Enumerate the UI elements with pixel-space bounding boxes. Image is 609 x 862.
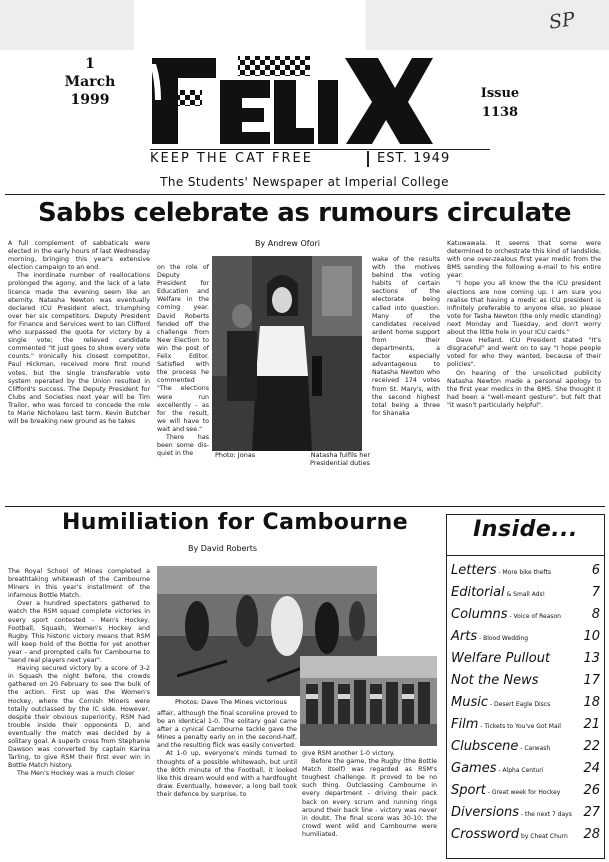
slogan-rule bbox=[150, 149, 490, 150]
story2-c1-p1: The Royal School of Mines completed a breathtaking whitewash of the Cambourne Miners in this year's installment of the infamous Bottle Match. bbox=[8, 568, 150, 600]
story1-c1-p1: A full complement of sabbaticals were elected in the early hours of last Wednesday morning, bringing this year's extensive election campaign to an end. bbox=[8, 240, 150, 272]
issue-number bbox=[450, 84, 550, 122]
story2-c3-p2: Before the game, the Rugby (the Bottle Match itself) was regarded as RSM's toughest challenge. It proved to be no such thing. Outclassing Cambourne in every department - driving their pack back on every scrum and running rings around their back line - victory was never in doubt. The final score was 30-10; the crowd went wild and Cambourne were humiliated. bbox=[302, 758, 437, 838]
inside-item-page: 10 bbox=[583, 629, 600, 644]
inside-item-page: 21 bbox=[583, 717, 600, 732]
inside-item-desc: & Small Ads! bbox=[504, 591, 546, 598]
inside-item[interactable] bbox=[447, 781, 604, 803]
inside-item-name: Letters bbox=[451, 563, 497, 578]
est-box bbox=[367, 151, 369, 167]
section-rule bbox=[5, 506, 605, 507]
masthead-rule bbox=[5, 194, 605, 195]
inside-item[interactable] bbox=[447, 737, 604, 759]
story2-c1-p4: The Men's Hockey was a much closer bbox=[17, 770, 135, 778]
inside-title: Inside... bbox=[473, 517, 578, 542]
story2-c1-p3: Having secured victory by a score of 3-2 in Squash the night before, the crowds gathered on 20 February to see the bulk of the action. First up was the Women's Hockey, where the Cornish Miners were totally outclassed by the IC side. However, despite their obvious superiority, RSM had trouble inside their opponents D, and eventually the match was decided by a solitary goal. A superb cross from Stephanie Dawson was converted by captain Karina Tarling, to give RSM their first ever win in Bottle Match history. bbox=[8, 665, 150, 770]
inside-item-desc: - Alpha Centuri bbox=[496, 767, 544, 774]
inside-item-desc: - Voice of Reason bbox=[507, 613, 561, 620]
inside-item[interactable] bbox=[447, 825, 604, 847]
inside-item-desc: - Tickets to You've Got Mail bbox=[478, 723, 561, 730]
story2-byline: By David Roberts bbox=[188, 544, 258, 553]
felix-logo bbox=[150, 50, 435, 148]
inside-item-desc: by Cheat Churn bbox=[519, 833, 568, 840]
inside-item-page: 7 bbox=[591, 585, 600, 600]
inside-item-page: 26 bbox=[583, 783, 600, 798]
story2-c1-p2: Over a hundred spectators gathered to watch the RSM squad complete victories in every sport contested - Men's Hockey, Football, Squash, Women's Hockey and Rugby. This historic victory means that RSM will keep hold of the Bottle for yet another year - and prompted calls for Cambourne to "send real players next year". bbox=[8, 600, 150, 665]
inside-item-name: Columns bbox=[451, 607, 508, 622]
masthead-subtitle: The Students' Newspaper at Imperial College bbox=[160, 175, 449, 189]
date-day: 1 bbox=[85, 56, 95, 72]
inside-item-page: 17 bbox=[583, 673, 600, 688]
inside-item-name: Diversions bbox=[451, 805, 520, 820]
story2-c3-p1: give RSM another 1-0 victory. bbox=[302, 750, 395, 757]
inside-item-desc: - More bike thefts bbox=[496, 569, 551, 576]
inside-item-page: 8 bbox=[591, 607, 600, 622]
inside-item-page: 18 bbox=[583, 695, 600, 710]
story2-headline: Humiliation for Cambourne bbox=[61, 510, 409, 535]
story1-photo-credit: Photo: Jonas bbox=[215, 451, 256, 459]
slogan: KEEP THE CAT FREE bbox=[150, 151, 313, 166]
story2-photo-rugby-image bbox=[300, 656, 437, 746]
inside-item[interactable] bbox=[447, 649, 604, 671]
inside-item[interactable] bbox=[447, 803, 604, 825]
story2-column-3 bbox=[302, 750, 437, 858]
inside-item-page: 28 bbox=[583, 827, 600, 842]
story1-photo bbox=[212, 256, 362, 451]
inside-item[interactable] bbox=[447, 583, 604, 605]
story1-c4-p4: On hearing of the unsolicited publicity Natasha Newton made a personal apology to the first year medics in the BMS. She thought it had been a "well-meant gesture", but felt that "it wasn't particularly helpful". bbox=[447, 369, 601, 409]
date-year: 1999 bbox=[70, 92, 110, 108]
story1-column-1 bbox=[8, 240, 150, 495]
inside-item-name: Not the News bbox=[451, 673, 539, 688]
inside-item-name: Music bbox=[451, 695, 488, 710]
inside-item-page: 13 bbox=[583, 651, 600, 666]
inside-item-name: Editorial bbox=[451, 585, 505, 600]
story1-c2-p2: There has been some dis-quiet in the bbox=[157, 433, 209, 458]
story1-c3-p1: wake of the results with the motives behind the voting habits of certain sections of the electorate being called into question. Many of the candidates received ardent home support from their departments, a factor especially advantageous to Natasha Newton who received 174 votes from St. Mary's, with the second highest total being a three for Shanaka bbox=[372, 256, 440, 417]
story1-c4-p3: Dave Hellard, ICU President stated "It's disgraceful" and went on to say "I hope people voted for who they wanted, because of their policies". bbox=[447, 337, 601, 369]
inside-item[interactable] bbox=[447, 715, 604, 737]
story1-c4-p2: "I hope you all know the the ICU president elections are now coming up. I am sure you realise that having a medic as ICU president is infinitely preferable to anyone else, so please vote for Tasha Newton (the only medic standing) next Monday and Tuesday, and don't worry about the little hole in your ICU cards." bbox=[447, 280, 601, 337]
story2-column-2 bbox=[157, 710, 297, 858]
show-through bbox=[0, 0, 609, 50]
story1-column-2 bbox=[157, 264, 209, 496]
story2-c2-p1: affair, although the final scoreline proved to be an identical 1-0. The solitary goal came after a cynical Cambourne tackle gave the Mines a penalty early on in the second-half, and the resulting flick was easily converted. bbox=[157, 710, 297, 750]
inside-item[interactable] bbox=[447, 561, 604, 583]
story2-photo-rugby bbox=[300, 656, 437, 746]
inside-item-desc: - Blood Wedding bbox=[477, 635, 529, 642]
inside-item-page: 22 bbox=[583, 739, 600, 754]
inside-item-page: 24 bbox=[583, 761, 600, 776]
inside-item[interactable] bbox=[447, 693, 604, 715]
felix-logo-graphic bbox=[150, 50, 435, 148]
story1-photo-image bbox=[212, 256, 362, 451]
inside-item[interactable] bbox=[447, 759, 604, 781]
inside-item-name: Crossword bbox=[451, 827, 520, 842]
story1-headline: Sabbs celebrate as rumours circulate bbox=[37, 198, 572, 228]
inside-item-desc: - Desert Eagle Discs bbox=[488, 701, 551, 708]
inside-title-rule bbox=[447, 555, 604, 556]
issue-value: 1138 bbox=[481, 105, 519, 120]
story2-column-1 bbox=[8, 568, 150, 858]
inside-item-desc: - Great week for Hockey bbox=[485, 789, 561, 796]
issue-label: Issue bbox=[480, 86, 520, 101]
masthead bbox=[0, 50, 609, 200]
inside-item-name: Games bbox=[451, 761, 497, 776]
inside-item-page: 27 bbox=[583, 805, 600, 820]
story1-c2-p1: on the role of Deputy President for Education and Welfare in the coming year. David Roberts fended off the challenge from New Election to win the post of Felix Editor. Satisfied with the process he commented "The elections were run excellently - as for the result, we will have to wait and see." bbox=[157, 264, 209, 433]
issue-date bbox=[40, 55, 140, 109]
established: EST. 1949 bbox=[377, 151, 451, 166]
story2-c2-p2: At 1-0 up, everyone's minds turned to thoughts of a possible whitewash, but until the 80th minute of the Football, it looked like this dream would end with a hardfought draw. Eventually, however, a long ball took their defence by surprise, to bbox=[157, 750, 297, 798]
date-month: March bbox=[64, 74, 116, 90]
story1-column-3 bbox=[372, 256, 440, 496]
story1-c1-p2: The inordinate number of reallocations prolonged the agony, and the lack of a late licence made the evening seem like an eternity. Natasha Newton was eventually declared ICU President elect, triumphing over her six competitors. Deputy President for Finance and Services went to Ian Clifford who surpassed the quota for victory by a single vote; the relieved candidate commented "It just goes to show every vote counts." Ironically his closest competitor, Paul Hickman, received more first round votes, but the single transferable vote system operated by the Union resulted in Clifford's success. The Deputy President for Clubs and Societies next year will be Tim Trailor, who was forced to concede the role to Marie Nicholaou last term. Kevin Butcher will be breaking new ground as he takes bbox=[8, 272, 150, 426]
inside-item[interactable] bbox=[447, 605, 604, 627]
inside-item-page: 6 bbox=[591, 563, 600, 578]
inside-list bbox=[447, 561, 604, 857]
inside-item-name: Arts bbox=[451, 629, 478, 644]
inside-item-desc: - Carwash bbox=[518, 745, 551, 752]
inside-item-name: Clubscene bbox=[451, 739, 519, 754]
inside-item[interactable] bbox=[447, 627, 604, 649]
handwritten-mark: SP bbox=[547, 8, 577, 34]
story1-byline: By Andrew Ofori bbox=[255, 239, 321, 248]
inside-item-desc: - the next 7 days bbox=[519, 811, 572, 818]
inside-item-name: Film bbox=[451, 717, 479, 732]
inside-item-name: Sport bbox=[451, 783, 486, 798]
story1-c4-p1: Katuwawala. It seems that some were determined to orchestrate this kind of landslide, with one over-zealous first year medic from the BMS sending the following e-mail to his entire year: bbox=[447, 240, 601, 280]
story2-photo-credit: Photos: Dave The Mines victorious bbox=[175, 698, 287, 706]
story1-column-4 bbox=[447, 240, 601, 495]
story1-photo-caption: Natasha fulfils her Presidential duties bbox=[310, 451, 370, 467]
inside-item-name: Welfare Pullout bbox=[451, 651, 551, 666]
inside-item[interactable] bbox=[447, 671, 604, 693]
inside-box bbox=[446, 514, 605, 859]
